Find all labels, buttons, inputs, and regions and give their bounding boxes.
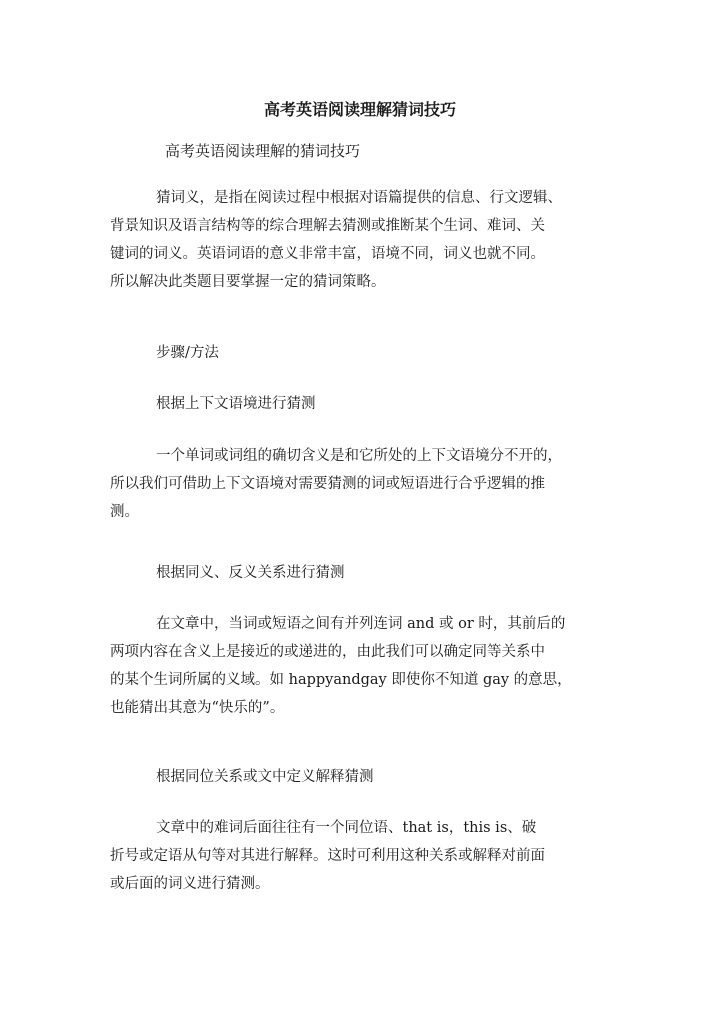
paragraph-line: 或后面的词义进行猜测。 [110,876,270,892]
section-paragraph-synonym [110,610,630,722]
paragraph-line: 所以解决此类题目要掌握一定的猜词策略。 [110,274,386,290]
paragraph-line: 背景知识及语言结构等的综合理解去猜测或推断某个生词、难词、关 [110,218,545,234]
section-paragraph-appositive [110,814,630,898]
paragraph-line: 两项内容在含义上是接近的或递进的，由此我们可以确定同等关系中 [110,644,545,660]
paragraph-line: 一个单词或词组的确切含义是和它所处的上下文语境分不开的， [156,448,562,464]
document-subtitle: 高考英语阅读理解的猜词技巧 [165,142,361,160]
paragraph-line: 猜词义，是指在阅读过程中根据对语篇提供的信息、行文逻辑、 [156,190,562,206]
paragraph-line: 折号或定语从句等对其进行解释。这时可利用这种关系或解释对前面 [110,848,545,864]
paragraph-line: 的某个生词所属的义域。如 happyandgay 即使你不知道 gay 的意思， [110,672,572,688]
section-heading-synonym: 根据同义、反义关系进行猜测 [156,565,345,581]
paragraph-line: 测。 [110,504,139,520]
section-paragraph-context [110,442,630,526]
steps-heading: 步骤/方法 [156,345,219,361]
intro-paragraph [110,184,630,296]
section-heading-context: 根据上下文语境进行猜测 [156,396,316,412]
paragraph-line: 文章中的难词后面往往有一个同位语、that is，this is、破 [156,820,537,836]
document-title: 高考英语阅读理解猜词技巧 [263,100,456,119]
paragraph-line: 所以我们可借助上下文语境对需要猜测的词或短语进行合乎逻辑的推 [110,476,545,492]
section-heading-appositive: 根据同位关系或文中定义解释猜测 [156,769,374,785]
paragraph-line: 在文章中，当词或短语之间有并列连词 and 或 or 时，其前后的 [156,616,566,632]
paragraph-line: 也能猜出其意为“快乐的”。 [110,700,285,716]
paragraph-line: 键词的词义。英语词语的意义非常丰富，语境不同，词义也就不同。 [110,246,545,262]
